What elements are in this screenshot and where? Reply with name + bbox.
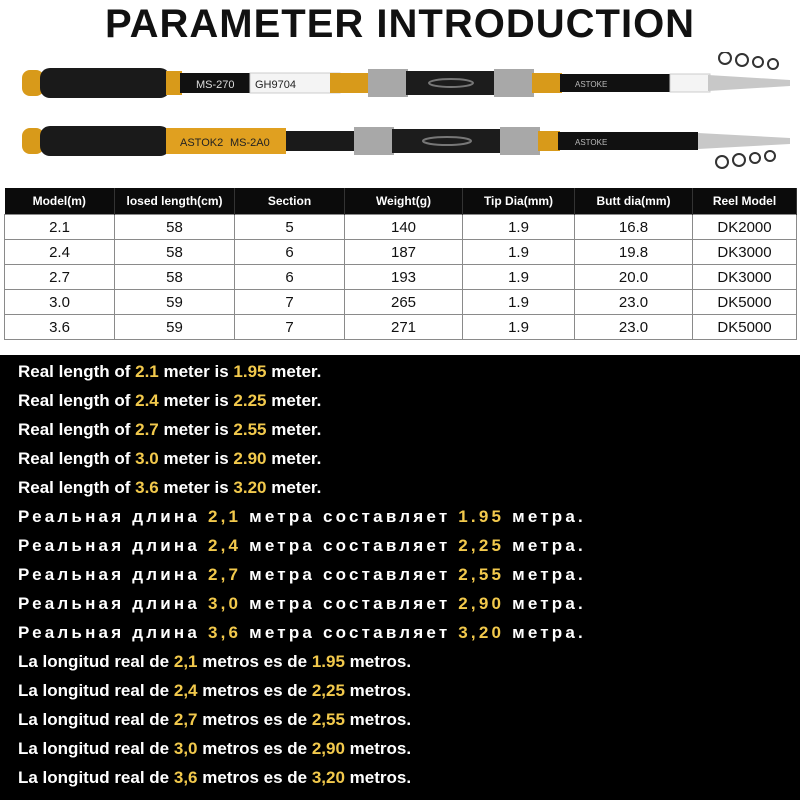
table-cell: 140: [345, 215, 463, 240]
table-cell: 58: [115, 265, 235, 290]
column-header: Butt dia(mm): [575, 188, 693, 215]
table-cell: 23.0: [575, 315, 693, 340]
table-cell: 2.7: [5, 265, 115, 290]
table-cell: DK2000: [693, 215, 797, 240]
table-cell: 58: [115, 240, 235, 265]
table-cell: 5: [235, 215, 345, 240]
table-cell: 58: [115, 215, 235, 240]
table-cell: 1.9: [463, 215, 575, 240]
table-cell: 19.8: [575, 240, 693, 265]
table-cell: 6: [235, 265, 345, 290]
table-cell: DK3000: [693, 240, 797, 265]
note-line-es-1: La longitud real de 2,1 metros es de 1.95 metros.: [18, 652, 412, 671]
table-cell: 3.6: [5, 315, 115, 340]
rod2-brand: ASTOKE: [575, 138, 608, 147]
table-cell: 3.0: [5, 290, 115, 315]
table-cell: 1.9: [463, 290, 575, 315]
table-cell: 1.9: [463, 240, 575, 265]
table-cell: 193: [345, 265, 463, 290]
rod2-label-a: ASTOK2: [180, 137, 224, 149]
page-title: PARAMETER INTRODUCTION: [104, 2, 696, 46]
note-line-es-3: La longitud real de 2,7 metros es de 2,55 metros.: [18, 710, 412, 729]
fishing-rod-image-2: [0, 112, 800, 172]
note-line-en-5: Real length of 3.6 meter is 3.20 meter.: [18, 478, 322, 497]
column-header: Reel Model: [693, 188, 797, 215]
table-cell: 59: [115, 315, 235, 340]
table-row: [5, 265, 797, 290]
note-line-en-4: Real length of 3.0 meter is 2.90 meter.: [18, 449, 322, 468]
table-cell: 20.0: [575, 265, 693, 290]
table-row: [5, 240, 797, 265]
column-header: Model(m): [5, 188, 115, 215]
table-cell: 265: [345, 290, 463, 315]
note-line-ru-1: Реальная длина 2,1 метра составляет 1.95 метра.: [18, 507, 586, 526]
table-cell: DK3000: [693, 265, 797, 290]
table-cell: 7: [235, 290, 345, 315]
table-row: [5, 290, 797, 315]
rod1-label-a: MS-270: [196, 79, 235, 91]
note-line-ru-2: Реальная длина 2,4 метра составляет 2,25 метра.: [18, 536, 586, 555]
table-cell: 16.8: [575, 215, 693, 240]
note-line-es-2: La longitud real de 2,4 metros es de 2,25 metros.: [18, 681, 412, 700]
table-cell: 187: [345, 240, 463, 265]
note-line-ru-3: Реальная длина 2,7 метра составляет 2,55 метра.: [18, 565, 586, 584]
note-line-en-3: Real length of 2.7 meter is 2.55 meter.: [18, 420, 322, 439]
table-row: [5, 215, 797, 240]
table-cell: 1.9: [463, 265, 575, 290]
table-cell: DK5000: [693, 315, 797, 340]
table-cell: 2.1: [5, 215, 115, 240]
parameter-table: [4, 188, 797, 340]
note-line-ru-5: Реальная длина 3,6 метра составляет 3,20 метра.: [18, 623, 586, 642]
rod1-brand: ASTOKE: [575, 80, 608, 89]
column-header: Section: [235, 188, 345, 215]
note-line-en-1: Real length of 2.1 meter is 1.95 meter.: [18, 362, 322, 381]
real-length-notes: [0, 355, 800, 800]
note-line-es-4: La longitud real de 3,0 metros es de 2,90 metros.: [18, 739, 412, 758]
fishing-rod-image-1: [0, 52, 800, 112]
table-cell: 7: [235, 315, 345, 340]
table-cell: 271: [345, 315, 463, 340]
table-cell: DK5000: [693, 290, 797, 315]
rod2-label-b: MS-2A0: [230, 137, 270, 149]
table-cell: 1.9: [463, 315, 575, 340]
table-cell: 59: [115, 290, 235, 315]
note-line-ru-4: Реальная длина 3,0 метра составляет 2,90 метра.: [18, 594, 586, 613]
column-header: Tip Dia(mm): [463, 188, 575, 215]
table-cell: 2.4: [5, 240, 115, 265]
table-header-row: [5, 188, 797, 215]
note-line-en-2: Real length of 2.4 meter is 2.25 meter.: [18, 391, 322, 410]
table-cell: 6: [235, 240, 345, 265]
column-header: Weight(g): [345, 188, 463, 215]
rod1-label-b: GH9704: [255, 79, 296, 91]
note-line-es-5: La longitud real de 3,6 metros es de 3,20 metros.: [18, 768, 412, 787]
table-cell: 23.0: [575, 290, 693, 315]
column-header: losed length(cm): [115, 188, 235, 215]
table-row: [5, 315, 797, 340]
